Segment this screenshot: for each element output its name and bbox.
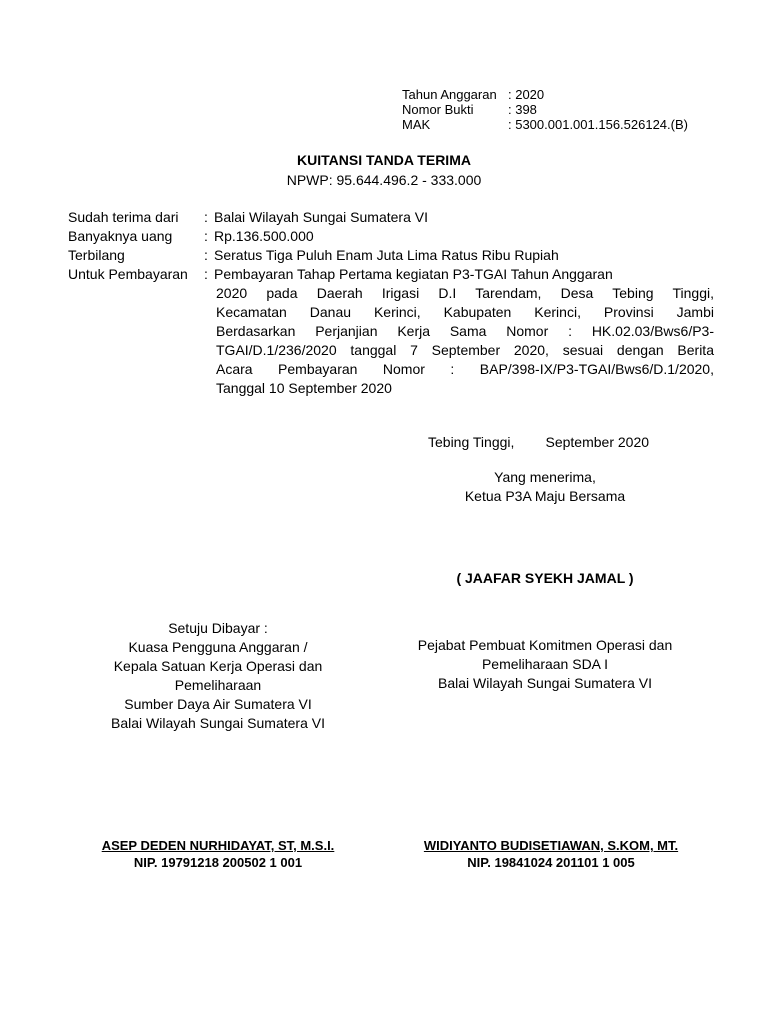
meta-value: : 2020 bbox=[508, 87, 545, 102]
field-colon: : bbox=[204, 266, 208, 282]
meta-value: : 5300.001.001.156.526124.(B) bbox=[508, 117, 688, 132]
approval-signature bbox=[70, 837, 366, 871]
approval-line: Setuju Dibayar : bbox=[168, 620, 268, 636]
meta-row-nomor bbox=[402, 102, 688, 117]
meta-label: Tahun Anggaran bbox=[402, 87, 497, 102]
approval-block bbox=[70, 619, 366, 733]
ppk-line: Balai Wilayah Sungai Sumatera VI bbox=[438, 675, 652, 691]
signatory-name: WIDIYANTO BUDISETIAWAN, S.KOM, MT. bbox=[423, 838, 679, 853]
meta-row-tahun bbox=[402, 87, 688, 102]
meta-value: : 398 bbox=[508, 102, 537, 117]
description-line: TGAI/D.1/236/2020 tanggal 7 September 2020, sesuai dengan Berita bbox=[216, 342, 714, 358]
place-date: Tebing Tinggi, September 2020 bbox=[428, 434, 650, 450]
field-row bbox=[68, 246, 714, 265]
approval-line: Pemeliharaan bbox=[174, 677, 262, 693]
field-value: Balai Wilayah Sungai Sumatera VI bbox=[214, 209, 428, 225]
field-label: Untuk Pembayaran bbox=[68, 266, 188, 282]
ppk-line: Pemeliharaan SDA I bbox=[481, 656, 609, 672]
meta-label: Nomor Bukti bbox=[402, 102, 474, 117]
receipt-fields bbox=[68, 208, 714, 284]
field-colon: : bbox=[204, 209, 208, 225]
receiver-block bbox=[420, 468, 670, 506]
approval-line: Kepala Satuan Kerja Operasi dan bbox=[113, 658, 323, 674]
field-label: Terbilang bbox=[68, 247, 125, 263]
approval-line: Kuasa Pengguna Anggaran / bbox=[128, 639, 308, 655]
meta-label: MAK bbox=[402, 117, 431, 132]
npwp: NPWP: 95.644.496.2 - 333.000 bbox=[286, 172, 482, 188]
description-line: Berdasarkan Perjanjian Kerja Sama Nomor : HK.02.03/Bws6/P3- bbox=[216, 323, 714, 339]
description-line: 2020 pada Daerah Irigasi D.I Tarendam, Desa Tebing Tinggi, bbox=[216, 285, 714, 301]
description-line: Tanggal 10 September 2020 bbox=[216, 380, 392, 396]
signatory-nip: NIP. 19791218 200502 1 001 bbox=[133, 855, 303, 870]
ppk-block bbox=[396, 636, 694, 693]
payment-description bbox=[216, 284, 714, 398]
field-row bbox=[68, 227, 714, 246]
receiver-name: ( JAAFAR SYEKH JAMAL ) bbox=[456, 570, 634, 586]
field-colon: : bbox=[204, 228, 208, 244]
signatory-name: ASEP DEDEN NURHIDAYAT, ST, M.S.I. bbox=[101, 838, 335, 853]
field-label: Banyaknya uang bbox=[68, 228, 173, 244]
description-line: Acara Pembayaran Nomor : BAP/398-IX/P3-TGAI/Bws6/D.1/2020, bbox=[216, 361, 714, 377]
field-value: Pembayaran Tahap Pertama kegiatan P3-TGAI Tahun Anggaran bbox=[214, 266, 613, 282]
signatory-nip: NIP. 19841024 201101 1 005 bbox=[467, 855, 635, 870]
field-value: Rp.136.500.000 bbox=[214, 228, 314, 244]
document-meta bbox=[402, 87, 688, 132]
ppk-signature bbox=[392, 837, 710, 871]
field-row bbox=[68, 265, 714, 284]
document-title: KUITANSI TANDA TERIMA bbox=[297, 152, 471, 168]
receiver-line: Ketua P3A Maju Bersama bbox=[464, 488, 626, 504]
approval-line: Sumber Daya Air Sumatera VI bbox=[124, 696, 312, 712]
field-row bbox=[68, 208, 714, 227]
approval-line: Balai Wilayah Sungai Sumatera VI bbox=[111, 715, 325, 731]
field-label: Sudah terima dari bbox=[68, 209, 179, 225]
meta-row-mak bbox=[402, 117, 688, 132]
field-value: Seratus Tiga Puluh Enam Juta Lima Ratus Ribu Rupiah bbox=[214, 247, 559, 263]
description-line: Kecamatan Danau Kerinci, Kabupaten Kerinci, Provinsi Jambi bbox=[216, 304, 714, 320]
field-colon: : bbox=[204, 247, 208, 263]
receiver-line: Yang menerima, bbox=[494, 469, 596, 485]
ppk-line: Pejabat Pembuat Komitmen Operasi dan bbox=[417, 637, 673, 653]
